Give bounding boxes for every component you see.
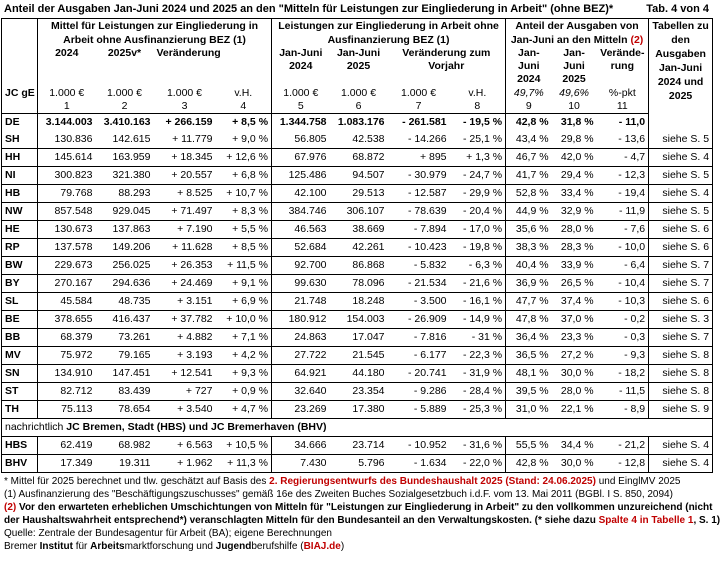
cell: 86.868 bbox=[330, 257, 388, 275]
cell: + 11,5 % bbox=[216, 257, 272, 275]
cell: - 5.832 bbox=[388, 257, 450, 275]
cell: - 28,4 % bbox=[450, 383, 506, 401]
table-row bbox=[2, 347, 713, 365]
cell: + 12.541 bbox=[154, 365, 216, 383]
cell: 24.863 bbox=[272, 329, 330, 347]
cell: 92.700 bbox=[272, 257, 330, 275]
cell: 30,0 % bbox=[552, 365, 597, 383]
cell: - 21,2 bbox=[597, 437, 649, 455]
cell: siehe S. 4 bbox=[649, 455, 713, 473]
cell: 47,7 % bbox=[506, 293, 552, 311]
cell: - 10,0 bbox=[597, 239, 649, 257]
cell: + 9,3 % bbox=[216, 365, 272, 383]
cell: - 9.286 bbox=[388, 383, 450, 401]
cell: + 20.557 bbox=[154, 167, 216, 185]
cell: - 31,6 % bbox=[450, 437, 506, 455]
col-2024: 2024 bbox=[38, 47, 96, 87]
cell: 55,5 % bbox=[506, 437, 552, 455]
cell: + 6,9 % bbox=[216, 293, 272, 311]
cell: 17.380 bbox=[330, 401, 388, 419]
cell: 18.248 bbox=[330, 293, 388, 311]
table-row bbox=[2, 329, 713, 347]
cell: siehe S. 9 bbox=[649, 401, 713, 419]
row-label: SH bbox=[2, 131, 38, 149]
cell: 7.430 bbox=[272, 455, 330, 473]
cell: - 7.816 bbox=[388, 329, 450, 347]
cell: 75.113 bbox=[38, 401, 96, 419]
cell: 36,9 % bbox=[506, 275, 552, 293]
table-row bbox=[2, 203, 713, 221]
cell: 300.823 bbox=[38, 167, 96, 185]
row-label: NI bbox=[2, 167, 38, 185]
cell: 30,0 % bbox=[552, 455, 597, 473]
header-row-units: JC gE 1.000 € 1.000 € 1.000 € v.H. 1.000 € 1.000 € 1.000 € v.H. 49,7% 49,6% %-pkt bbox=[2, 87, 713, 100]
row-label: MV bbox=[2, 347, 38, 365]
cell: 137.863 bbox=[96, 221, 154, 239]
cell: - 16,1 % bbox=[450, 293, 506, 311]
cell: 78.096 bbox=[330, 275, 388, 293]
cell: 28,3 % bbox=[552, 239, 597, 257]
cell: - 6,3 % bbox=[450, 257, 506, 275]
cell: 47,8 % bbox=[506, 311, 552, 329]
cell: 32.640 bbox=[272, 383, 330, 401]
cell: siehe S. 5 bbox=[649, 167, 713, 185]
cell: + 9,0 % bbox=[216, 131, 272, 149]
table-row bbox=[2, 455, 713, 473]
cell: 99.630 bbox=[272, 275, 330, 293]
table-row bbox=[2, 275, 713, 293]
cell: 145.614 bbox=[38, 149, 96, 167]
cell: siehe S. 7 bbox=[649, 257, 713, 275]
cell: - 19,8 % bbox=[450, 239, 506, 257]
table-row bbox=[2, 221, 713, 239]
row-label: HE bbox=[2, 221, 38, 239]
cell: 29,4 % bbox=[552, 167, 597, 185]
cell: 42,0 % bbox=[552, 149, 597, 167]
col-2025v: 2025v* bbox=[107, 47, 142, 59]
cell: + 4.882 bbox=[154, 329, 216, 347]
cell: + 727 bbox=[154, 383, 216, 401]
cell: siehe S. 8 bbox=[649, 383, 713, 401]
cell: 28,0 % bbox=[552, 221, 597, 239]
cell: - 3.500 bbox=[388, 293, 450, 311]
cell: 26,5 % bbox=[552, 275, 597, 293]
cell: + 18.345 bbox=[154, 149, 216, 167]
cell: 36,5 % bbox=[506, 347, 552, 365]
cell: - 20,4 % bbox=[450, 203, 506, 221]
cell: 180.912 bbox=[272, 311, 330, 329]
cell: 27,2 % bbox=[552, 347, 597, 365]
cell: - 11,9 bbox=[597, 203, 649, 221]
cell: 21.545 bbox=[330, 347, 388, 365]
cell: 378.655 bbox=[38, 311, 96, 329]
table-row bbox=[2, 311, 713, 329]
cell: - 6,4 bbox=[597, 257, 649, 275]
cell: 384.746 bbox=[272, 203, 330, 221]
cell: + 4,2 % bbox=[216, 347, 272, 365]
cell: + 1,3 % bbox=[450, 149, 506, 167]
cell: + 7.190 bbox=[154, 221, 216, 239]
cell: + 3.540 bbox=[154, 401, 216, 419]
cell: 34.666 bbox=[272, 437, 330, 455]
cell: - 21.534 bbox=[388, 275, 450, 293]
col-jj2025: Jan-Juni 2025 bbox=[336, 47, 381, 72]
cell: 19.311 bbox=[96, 455, 154, 473]
title-bar bbox=[1, 0, 712, 18]
cell: - 1.634 bbox=[388, 455, 450, 473]
cell: 163.959 bbox=[96, 149, 154, 167]
cell: siehe S. 3 bbox=[649, 311, 713, 329]
cell: siehe S. 5 bbox=[649, 131, 713, 149]
cell: siehe S. 6 bbox=[649, 239, 713, 257]
cell: + 10,5 % bbox=[216, 437, 272, 455]
cell: 137.578 bbox=[38, 239, 96, 257]
cell: - 78.639 bbox=[388, 203, 450, 221]
cell: 42,8 % bbox=[506, 455, 552, 473]
cell: siehe S. 6 bbox=[649, 293, 713, 311]
cell: - 19,4 bbox=[597, 185, 649, 203]
col-jj2024: Jan-Juni 2024 bbox=[272, 47, 330, 87]
cell: 37,4 % bbox=[552, 293, 597, 311]
cell: 44.180 bbox=[330, 365, 388, 383]
cell: + 26.353 bbox=[154, 257, 216, 275]
row-label: BW bbox=[2, 257, 38, 275]
cell: - 14,9 % bbox=[450, 311, 506, 329]
cell: - 31,9 % bbox=[450, 365, 506, 383]
col-a2024: Jan-Juni 2024 bbox=[506, 47, 552, 87]
cell: - 14.266 bbox=[388, 131, 450, 149]
table-title: Anteil der Ausgaben Jan-Juni 2024 und 2025 an den "Mitteln für Leistungen zur Eingliederung in Arbeit" (ohne BEZ)* bbox=[4, 3, 614, 15]
cell: - 8,9 bbox=[597, 401, 649, 419]
cell: 142.615 bbox=[96, 131, 154, 149]
footnotes bbox=[1, 473, 720, 555]
cell: 23,3 % bbox=[552, 329, 597, 347]
footnote-1: * Mittel für 2025 berechnet und tlw. geschätzt auf Basis des 2. Regierungsentwurfs des Bundeshaushalt 2025 (Stand: 24.06.2025) und EinglMV 2025 bbox=[4, 476, 681, 487]
cell: - 24,7 % bbox=[450, 167, 506, 185]
cell: - 7.894 bbox=[388, 221, 450, 239]
group-mittel: Mittel für Leistungen zur Eingliederung in Arbeit ohne Ausfinanzierung BEZ (1) bbox=[38, 19, 272, 48]
cell: 68.379 bbox=[38, 329, 96, 347]
cell: siehe S. 7 bbox=[649, 329, 713, 347]
cell: 48,1 % bbox=[506, 365, 552, 383]
footnote-3-cont: der Haushaltswahrheit entsprechend*) veranschlagten Mitteln für den Bundesanteil an den Verwaltungskosten. (* siehe dazu Spalte 4 in Tabelle 1, S. 1) bbox=[4, 515, 720, 526]
cell: 36,4 % bbox=[506, 329, 552, 347]
group-anteil: Anteil der Ausgaben von Jan-Juni an den Mitteln (2) bbox=[506, 19, 649, 48]
table-row bbox=[2, 185, 713, 203]
cell: 56.805 bbox=[272, 131, 330, 149]
row-label: BB bbox=[2, 329, 38, 347]
cell: 29,8 % bbox=[552, 131, 597, 149]
table-row bbox=[2, 149, 713, 167]
cell: 88.293 bbox=[96, 185, 154, 203]
cell: 79.768 bbox=[38, 185, 96, 203]
cell: 929.045 bbox=[96, 203, 154, 221]
table-row bbox=[2, 437, 713, 455]
cell: 306.107 bbox=[330, 203, 388, 221]
col-veraenderung: Veränderung bbox=[156, 47, 221, 59]
row-label: HBS bbox=[2, 437, 38, 455]
cell: + 11,3 % bbox=[216, 455, 272, 473]
row-label: SN bbox=[2, 365, 38, 383]
cell: 35,6 % bbox=[506, 221, 552, 239]
row-de: DE 3.144.003 3.410.163 + 266.159 + 8,5 % 1.344.758 1.083.176 - 261.581 - 19,5 % 42,8 % 31,8 % - 11,0 bbox=[2, 114, 713, 132]
nachrichtlich-row: nachrichtlich JC Bremen, Stadt (HBS) und JC Bremerhaven (BHV) bbox=[2, 419, 713, 437]
cell: - 26.909 bbox=[388, 311, 450, 329]
cell: + 0,9 % bbox=[216, 383, 272, 401]
cell: 23.714 bbox=[330, 437, 388, 455]
cell: 21.748 bbox=[272, 293, 330, 311]
cell: + 7,1 % bbox=[216, 329, 272, 347]
cell: 64.921 bbox=[272, 365, 330, 383]
cell: - 13,6 bbox=[597, 131, 649, 149]
group-leistungen: Leistungen zur Eingliederung in Arbeit ohne Ausfinanzierung BEZ (1) bbox=[272, 19, 506, 48]
row-label: RP bbox=[2, 239, 38, 257]
cell: + 10,7 % bbox=[216, 185, 272, 203]
bremen-rows bbox=[2, 437, 713, 473]
cell: 294.636 bbox=[96, 275, 154, 293]
cell: - 17,0 % bbox=[450, 221, 506, 239]
cell: + 3.151 bbox=[154, 293, 216, 311]
cell: - 5.889 bbox=[388, 401, 450, 419]
cell: + 3.193 bbox=[154, 347, 216, 365]
cell: + 895 bbox=[388, 149, 450, 167]
cell: - 6.177 bbox=[388, 347, 450, 365]
row-label: SL bbox=[2, 293, 38, 311]
cell: - 10,4 bbox=[597, 275, 649, 293]
cell: - 12,8 bbox=[597, 455, 649, 473]
cell: 41,7 % bbox=[506, 167, 552, 185]
header-row-numbers: 1 2 3 4 5 6 7 8 9 10 11 bbox=[2, 100, 713, 114]
source-line: Quelle: Zentrale der Bundesagentur für Arbeit (BA); eigene Berechnungen bbox=[4, 528, 332, 539]
cell: - 12.587 bbox=[388, 185, 450, 203]
cell: + 12,6 % bbox=[216, 149, 272, 167]
cell: + 9,1 % bbox=[216, 275, 272, 293]
cell: 44,9 % bbox=[506, 203, 552, 221]
table-row bbox=[2, 293, 713, 311]
cell: - 10.952 bbox=[388, 437, 450, 455]
row-label: TH bbox=[2, 401, 38, 419]
table-row bbox=[2, 365, 713, 383]
cell: - 9,3 bbox=[597, 347, 649, 365]
row-label: ST bbox=[2, 383, 38, 401]
cell: siehe S. 5 bbox=[649, 203, 713, 221]
header-row-years bbox=[2, 47, 713, 87]
cell: 321.380 bbox=[96, 167, 154, 185]
cell: 134.910 bbox=[38, 365, 96, 383]
cell: 154.003 bbox=[330, 311, 388, 329]
cell: - 22,3 % bbox=[450, 347, 506, 365]
cell: + 11.779 bbox=[154, 131, 216, 149]
cell: - 20.741 bbox=[388, 365, 450, 383]
cell: 125.486 bbox=[272, 167, 330, 185]
cell: 149.206 bbox=[96, 239, 154, 257]
row-label: BY bbox=[2, 275, 38, 293]
cell: 94.507 bbox=[330, 167, 388, 185]
cell: 34,4 % bbox=[552, 437, 597, 455]
cell: + 8,3 % bbox=[216, 203, 272, 221]
cell: 23.354 bbox=[330, 383, 388, 401]
cell: + 10,0 % bbox=[216, 311, 272, 329]
cell: 75.972 bbox=[38, 347, 96, 365]
cell: 62.419 bbox=[38, 437, 96, 455]
cell: 229.673 bbox=[38, 257, 96, 275]
cell: siehe S. 4 bbox=[649, 185, 713, 203]
cell: 256.025 bbox=[96, 257, 154, 275]
cell: - 18,2 bbox=[597, 365, 649, 383]
cell: - 0,3 bbox=[597, 329, 649, 347]
row-label: NW bbox=[2, 203, 38, 221]
cell: 23.269 bbox=[272, 401, 330, 419]
col-a2025: Jan-Juni 2025 bbox=[562, 47, 586, 85]
col-vorjahr: Veränderung zum Vorjahr bbox=[402, 47, 491, 72]
table-row bbox=[2, 131, 713, 149]
cell: - 21,6 % bbox=[450, 275, 506, 293]
col-jc: JC gE bbox=[2, 87, 38, 100]
cell: 17.349 bbox=[38, 455, 96, 473]
cell: 40,4 % bbox=[506, 257, 552, 275]
cell: 17.047 bbox=[330, 329, 388, 347]
tab-label: Tab. 4 von 4 bbox=[646, 3, 709, 15]
cell: 32,9 % bbox=[552, 203, 597, 221]
data-table bbox=[1, 18, 713, 473]
cell: - 30.979 bbox=[388, 167, 450, 185]
cell: 73.261 bbox=[96, 329, 154, 347]
cell: - 29,9 % bbox=[450, 185, 506, 203]
cell: 68.982 bbox=[96, 437, 154, 455]
cell: + 4,7 % bbox=[216, 401, 272, 419]
cell: + 1.962 bbox=[154, 455, 216, 473]
cell: + 37.782 bbox=[154, 311, 216, 329]
row-label: HB bbox=[2, 185, 38, 203]
cell: 67.976 bbox=[272, 149, 330, 167]
cell: 82.712 bbox=[38, 383, 96, 401]
cell: + 8,5 % bbox=[216, 239, 272, 257]
cell: - 25,3 % bbox=[450, 401, 506, 419]
row-label: BHV bbox=[2, 455, 38, 473]
cell: siehe S. 6 bbox=[649, 221, 713, 239]
table-row bbox=[2, 239, 713, 257]
cell: 29.513 bbox=[330, 185, 388, 203]
cell: 857.548 bbox=[38, 203, 96, 221]
cell: siehe S. 4 bbox=[649, 437, 713, 455]
cell: 31,0 % bbox=[506, 401, 552, 419]
cell: + 11.628 bbox=[154, 239, 216, 257]
cell: - 22,0 % bbox=[450, 455, 506, 473]
cell: siehe S. 8 bbox=[649, 365, 713, 383]
cell: 68.872 bbox=[330, 149, 388, 167]
cell: + 8.525 bbox=[154, 185, 216, 203]
cell: - 11,5 bbox=[597, 383, 649, 401]
table-row bbox=[2, 401, 713, 419]
table-row bbox=[2, 257, 713, 275]
cell: 45.584 bbox=[38, 293, 96, 311]
cell: 416.437 bbox=[96, 311, 154, 329]
row-label: HH bbox=[2, 149, 38, 167]
cell: 5.796 bbox=[330, 455, 388, 473]
cell: - 31 % bbox=[450, 329, 506, 347]
cell: + 24.469 bbox=[154, 275, 216, 293]
row-label: BE bbox=[2, 311, 38, 329]
cell: 22,1 % bbox=[552, 401, 597, 419]
cell: 52,8 % bbox=[506, 185, 552, 203]
cell: 33,9 % bbox=[552, 257, 597, 275]
col-verand: Verände-rung bbox=[600, 47, 645, 72]
footnote-2: (1) Ausfinanzierung des "Beschäftigungszuschusses" gemäß 16e des Zweiten Buches Sozialgesetzbuch i.d.F. vom 13. Mai 2011 (BGBl. I S. 850, 2094) bbox=[4, 489, 673, 500]
cell: - 12,3 bbox=[597, 167, 649, 185]
cell: siehe S. 7 bbox=[649, 275, 713, 293]
cell: 28,0 % bbox=[552, 383, 597, 401]
cell: - 4,7 bbox=[597, 149, 649, 167]
publisher-line: Bremer Institut für Arbeitsmarktforschung und Jugendberufshilfe (BIAJ.de) bbox=[4, 541, 345, 552]
cell: + 71.497 bbox=[154, 203, 216, 221]
cell: 79.165 bbox=[96, 347, 154, 365]
cell: - 25,1 % bbox=[450, 131, 506, 149]
cell: + 6,8 % bbox=[216, 167, 272, 185]
cell: 42.100 bbox=[272, 185, 330, 203]
cell: 38.669 bbox=[330, 221, 388, 239]
cell: 46,7 % bbox=[506, 149, 552, 167]
cell: siehe S. 8 bbox=[649, 347, 713, 365]
group-tabellen: Tabellen zu den Ausgaben Jan-Juni 2024 und 2025 bbox=[649, 19, 713, 132]
state-rows bbox=[2, 131, 713, 419]
cell: 33,4 % bbox=[552, 185, 597, 203]
cell: 52.684 bbox=[272, 239, 330, 257]
cell: 46.563 bbox=[272, 221, 330, 239]
cell: 130.836 bbox=[38, 131, 96, 149]
cell: - 10,3 bbox=[597, 293, 649, 311]
cell: 39,5 % bbox=[506, 383, 552, 401]
cell: - 0,2 bbox=[597, 311, 649, 329]
cell: 270.167 bbox=[38, 275, 96, 293]
cell: + 6.563 bbox=[154, 437, 216, 455]
cell: 130.673 bbox=[38, 221, 96, 239]
cell: - 10.423 bbox=[388, 239, 450, 257]
cell: siehe S. 4 bbox=[649, 149, 713, 167]
cell: 38,3 % bbox=[506, 239, 552, 257]
cell: 78.654 bbox=[96, 401, 154, 419]
cell: 83.439 bbox=[96, 383, 154, 401]
document bbox=[1, 0, 720, 555]
cell: 43,4 % bbox=[506, 131, 552, 149]
table-row bbox=[2, 167, 713, 185]
cell: + 5,5 % bbox=[216, 221, 272, 239]
cell: 42.261 bbox=[330, 239, 388, 257]
footnote-3: (2) Vor den erwarteten erheblichen Umschichtungen von Mitteln für "Leistungen zur Eingliederung in Arbeit" zu den vollkommen unzureichend (nicht bbox=[4, 502, 713, 513]
cell: 37,0 % bbox=[552, 311, 597, 329]
table-row bbox=[2, 383, 713, 401]
cell: 42.538 bbox=[330, 131, 388, 149]
cell: 48.735 bbox=[96, 293, 154, 311]
cell: - 7,6 bbox=[597, 221, 649, 239]
cell: 147.451 bbox=[96, 365, 154, 383]
cell: 27.722 bbox=[272, 347, 330, 365]
